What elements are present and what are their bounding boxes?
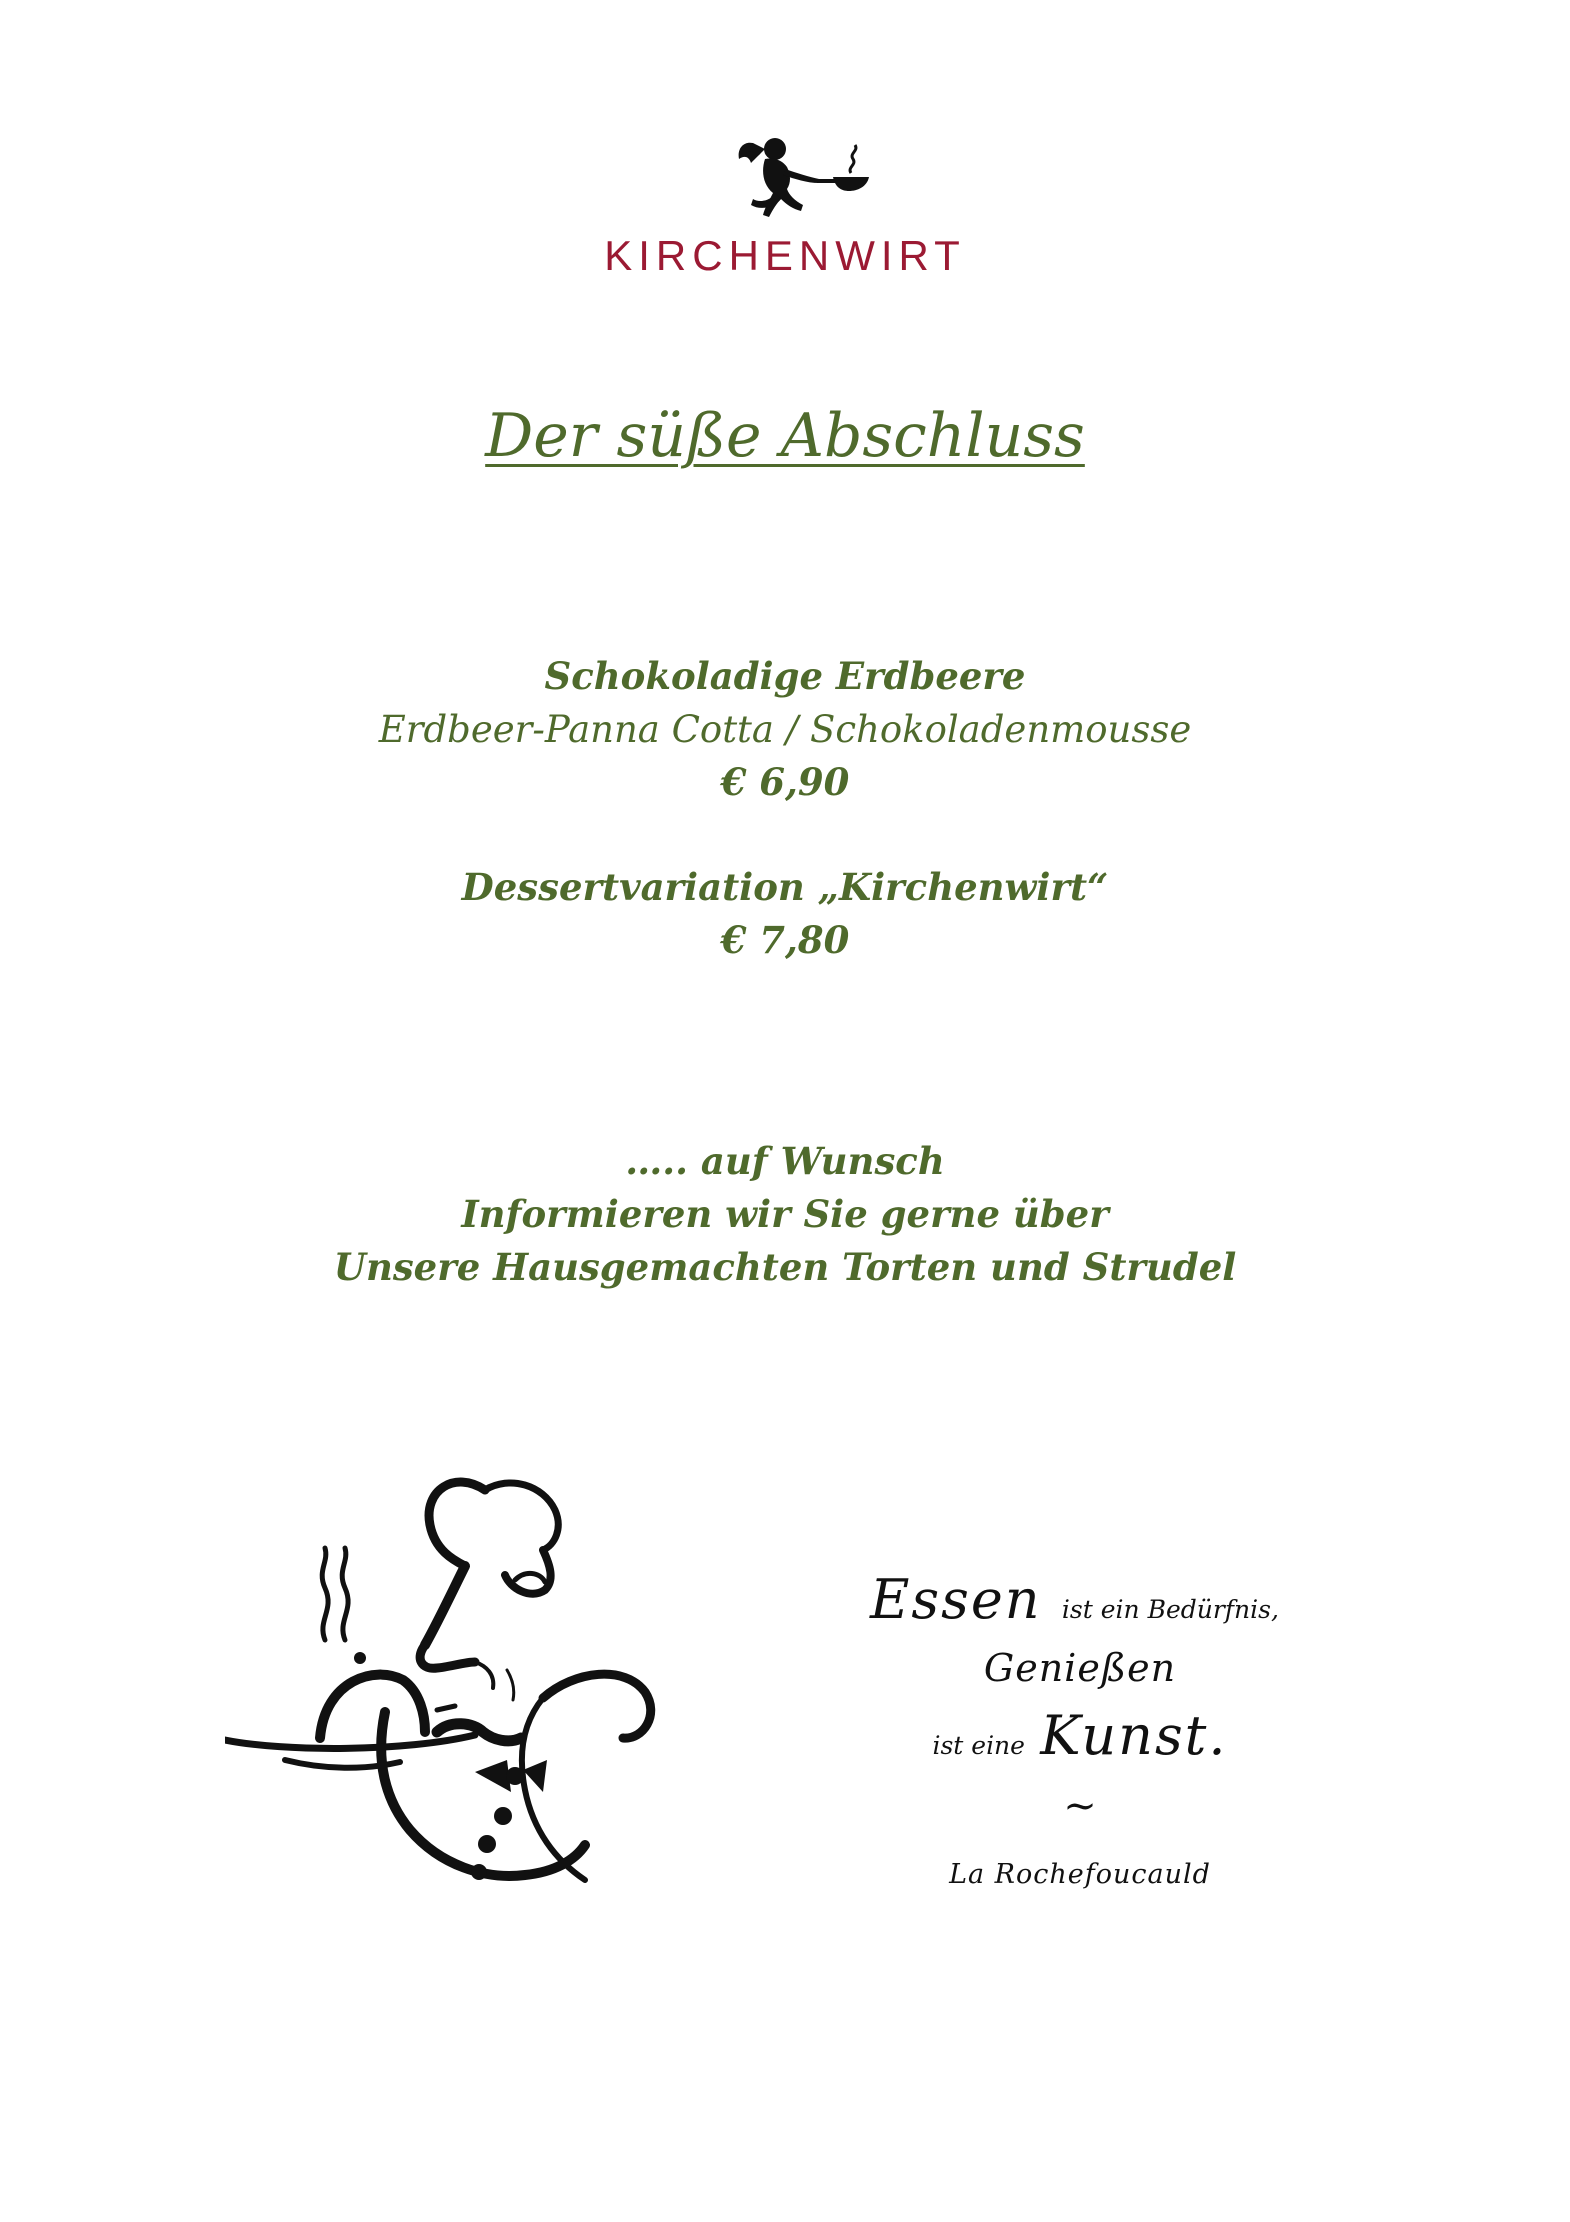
note-line: Unsere Hausgemachten Torten und Strudel — [333, 1245, 1237, 1289]
quote — [830, 1565, 1330, 1890]
chef-with-cloche-icon — [225, 1470, 695, 1940]
quote-text: ist eine — [932, 1731, 1025, 1760]
quote-line — [830, 1701, 1330, 1771]
dish-name: Dessertvariation „Kirchenwirt“ — [461, 865, 1109, 909]
dessert-list — [0, 650, 1570, 967]
menu-item — [0, 861, 1570, 967]
quote-word: Kunst. — [1040, 1704, 1228, 1767]
quote-line — [830, 1635, 1330, 1701]
note-line: Informieren wir Sie gerne über — [461, 1192, 1109, 1236]
page-title: Der süße Abschluss — [485, 401, 1085, 471]
restaurant-name: KIRCHENWIRT — [604, 232, 966, 279]
note-line: ….. auf Wunsch — [625, 1139, 945, 1183]
dish-name: Schokoladige Erdbeere — [544, 654, 1026, 698]
spacer — [0, 809, 1570, 861]
quote-line — [830, 1565, 1330, 1635]
restaurant-logo — [585, 135, 985, 279]
quote-tilde: ~ — [1063, 1783, 1097, 1829]
quote-word: Genießen — [983, 1646, 1177, 1690]
quote-word: Essen — [870, 1568, 1042, 1631]
dish-price: € 6,90 — [720, 760, 850, 804]
menu-item — [0, 650, 1570, 809]
dish-description: Erdbeer-Panna Cotta / Schokoladenmousse — [378, 708, 1192, 751]
cherub-with-pan-icon — [735, 135, 875, 225]
quote-author: La Rochefoucauld — [949, 1859, 1211, 1890]
dish-price: € 7,80 — [720, 918, 850, 962]
on-request-note — [0, 1135, 1570, 1294]
quote-text: ist ein Bedürfnis, — [1061, 1595, 1279, 1624]
